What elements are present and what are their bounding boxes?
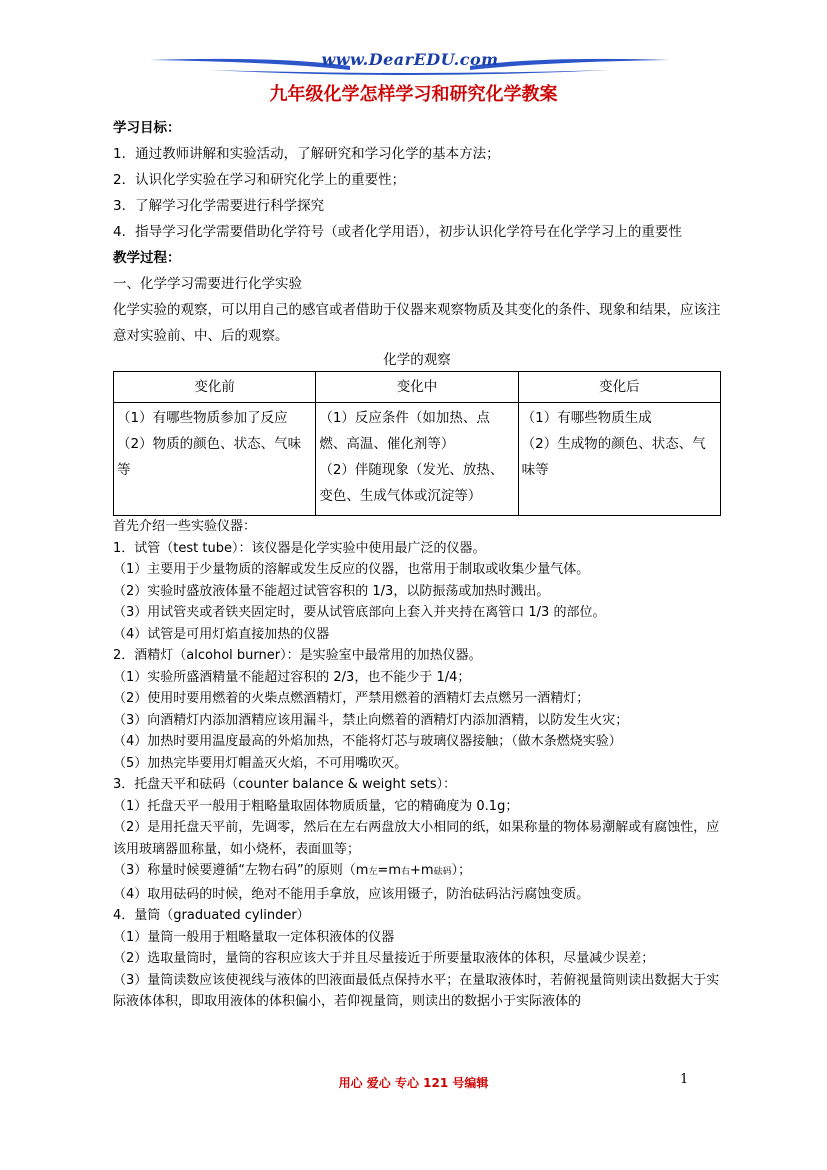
formula-sub: 左	[368, 867, 378, 877]
table-cell-during	[316, 403, 518, 516]
instrument-item: （2）是用托盘天平前，先调零，然后在左右两盘放大小相同的纸，如果称量的物体易潮解或有腐蚀性，应该用玻璃器皿称量，如小烧杯，表面皿等；	[113, 820, 720, 857]
cell-line: （1）有哪些物质生成	[521, 410, 652, 426]
formula-text: =m	[377, 863, 401, 878]
section-heading: 一、化学学习需要进行化学实验	[113, 276, 302, 292]
instrument-title: 1．试管（test tube）：该仪器是化学实验中使用最广泛的仪器。	[113, 540, 486, 556]
table-header: 变化中	[316, 372, 518, 403]
instrument-title: 3．托盘天平和砝码（counter balance & weight sets）：	[113, 777, 457, 792]
instruments-intro: 首先介绍一些实验仪器：	[113, 519, 257, 534]
instrument-item: （1）主要用于少量物质的溶解或发生反应的仪器，也常用于制取或收集少量气体。	[113, 562, 590, 577]
goal-item: 3．了解学习化学需要进行科学探究	[113, 198, 325, 214]
formula-text: （3）称量时候要遵循“左物右码”的原则（m	[113, 863, 369, 878]
page-title: 九年级化学怎样学习和研究化学教案	[269, 84, 558, 105]
instrument-item: （3）用试管夹或者铁夹固定时，要从试管底部向上套入并夹持在离管口 1/3 的部位。	[113, 605, 606, 620]
observation-table	[113, 371, 721, 516]
instrument-item: （1）托盘天平一般用于粗略量取固体物质质量，它的精确度为 0.1g；	[113, 798, 519, 814]
instrument-item: （4）试管是可用灯焰直接加热的仪器	[113, 626, 330, 642]
cell-line: （1）反应条件（如加热、点燃、高温、催化剂等）	[319, 410, 490, 452]
table-cell-before	[114, 403, 316, 516]
instrument-item: （1）量筒一般用于粗略量取一定体积液体的仪器	[113, 929, 395, 945]
process-heading: 教学过程：	[113, 250, 181, 266]
formula-text: ）；	[451, 863, 472, 878]
instrument-item: （4）取用砝码的时候，绝对不能用手拿放，应该用镊子，防治砝码沾污腐蚀变质。	[113, 886, 590, 902]
table-header: 变化前	[114, 372, 316, 403]
cell-line: （2）生成物的颜色、状态、气味等	[521, 436, 706, 478]
formula-sub: 右	[400, 867, 410, 877]
page-number: 1	[680, 1072, 689, 1087]
formula-sub: 砝码	[433, 867, 452, 877]
document-body	[113, 115, 721, 1013]
table-caption: 化学的观察	[383, 352, 451, 368]
instrument-item: （3）向酒精灯内添加酒精应该用漏斗，禁止向燃着的酒精灯内添加酒精，以防发生火灾；	[113, 712, 629, 728]
header-url[interactable]: www.DearEDU.com	[321, 50, 499, 69]
goal-item: 1．通过教师讲解和实验活动，了解研究和学习化学的基本方法；	[113, 146, 500, 162]
cell-line: （1）有哪些物质参加了反应	[117, 410, 288, 426]
instrument-title: 2．酒精灯（alcohol burner）：是实验室中最常用的加热仪器。	[113, 648, 482, 663]
table-header: 变化后	[518, 372, 720, 403]
goal-item: 2．认识化学实验在学习和研究化学上的重要性；	[113, 172, 406, 188]
cell-line: （2）物质的颜色、状态、气味等	[117, 436, 302, 478]
goal-item: 4．指导学习化学需要借助化学符号（或者化学用语），初步认识化学符号在化学学习上的重要性	[113, 224, 682, 240]
instrument-item: （3）量筒读数应该使视线与液体的凹液面最低点保持水平；在量取液体时，若俯视量筒则读出数据大于实际液体体积，即取用液体的体积偏小，若仰视量筒，则读出的数据小于实际液体的	[113, 972, 720, 1009]
instrument-item: （1）实验所盛酒精量不能超过容积的 2/3，也不能少于 1/4；	[113, 669, 471, 685]
instrument-item-formula	[113, 860, 721, 884]
formula-text: +m	[410, 863, 434, 878]
instrument-item: （2）实验时盛放液体量不能超过试管容积的 1/3，以防振荡或加热时溅出。	[113, 583, 550, 599]
page-header	[150, 50, 670, 80]
instrument-item: （2）使用时要用燃着的火柴点燃酒精灯，严禁用燃着的酒精灯去点燃另一酒精灯；	[113, 691, 590, 706]
table-cell-after	[518, 403, 720, 516]
process-intro: 化学实验的观察，可以用自己的感官或者借助于仪器来观察物质及其变化的条件、现象和结果，应该注意对实验前、中、后的观察。	[113, 302, 721, 344]
goals-heading: 学习目标：	[113, 120, 181, 136]
page-footer: 用心 爱心 专心 121 号编辑	[338, 1076, 489, 1090]
instrument-item: （2）选取量筒时，量筒的容积应该大于并且尽量接近于所要量取液体的体积，尽量减少误差；	[113, 951, 655, 966]
instrument-title: 4．量筒（graduated cylinder）	[113, 908, 310, 923]
instrument-item: （4）加热时要用温度最高的外焰加热，不能将灯芯与玻璃仪器接触；（做木条燃烧实验）	[113, 734, 622, 749]
instrument-item: （5）加热完毕要用灯帽盖灭火焰，不可用嘴吹灭。	[113, 755, 408, 771]
cell-line: （2）伴随现象（发光、放热、变色、生成气体或沉淀等）	[319, 462, 504, 504]
